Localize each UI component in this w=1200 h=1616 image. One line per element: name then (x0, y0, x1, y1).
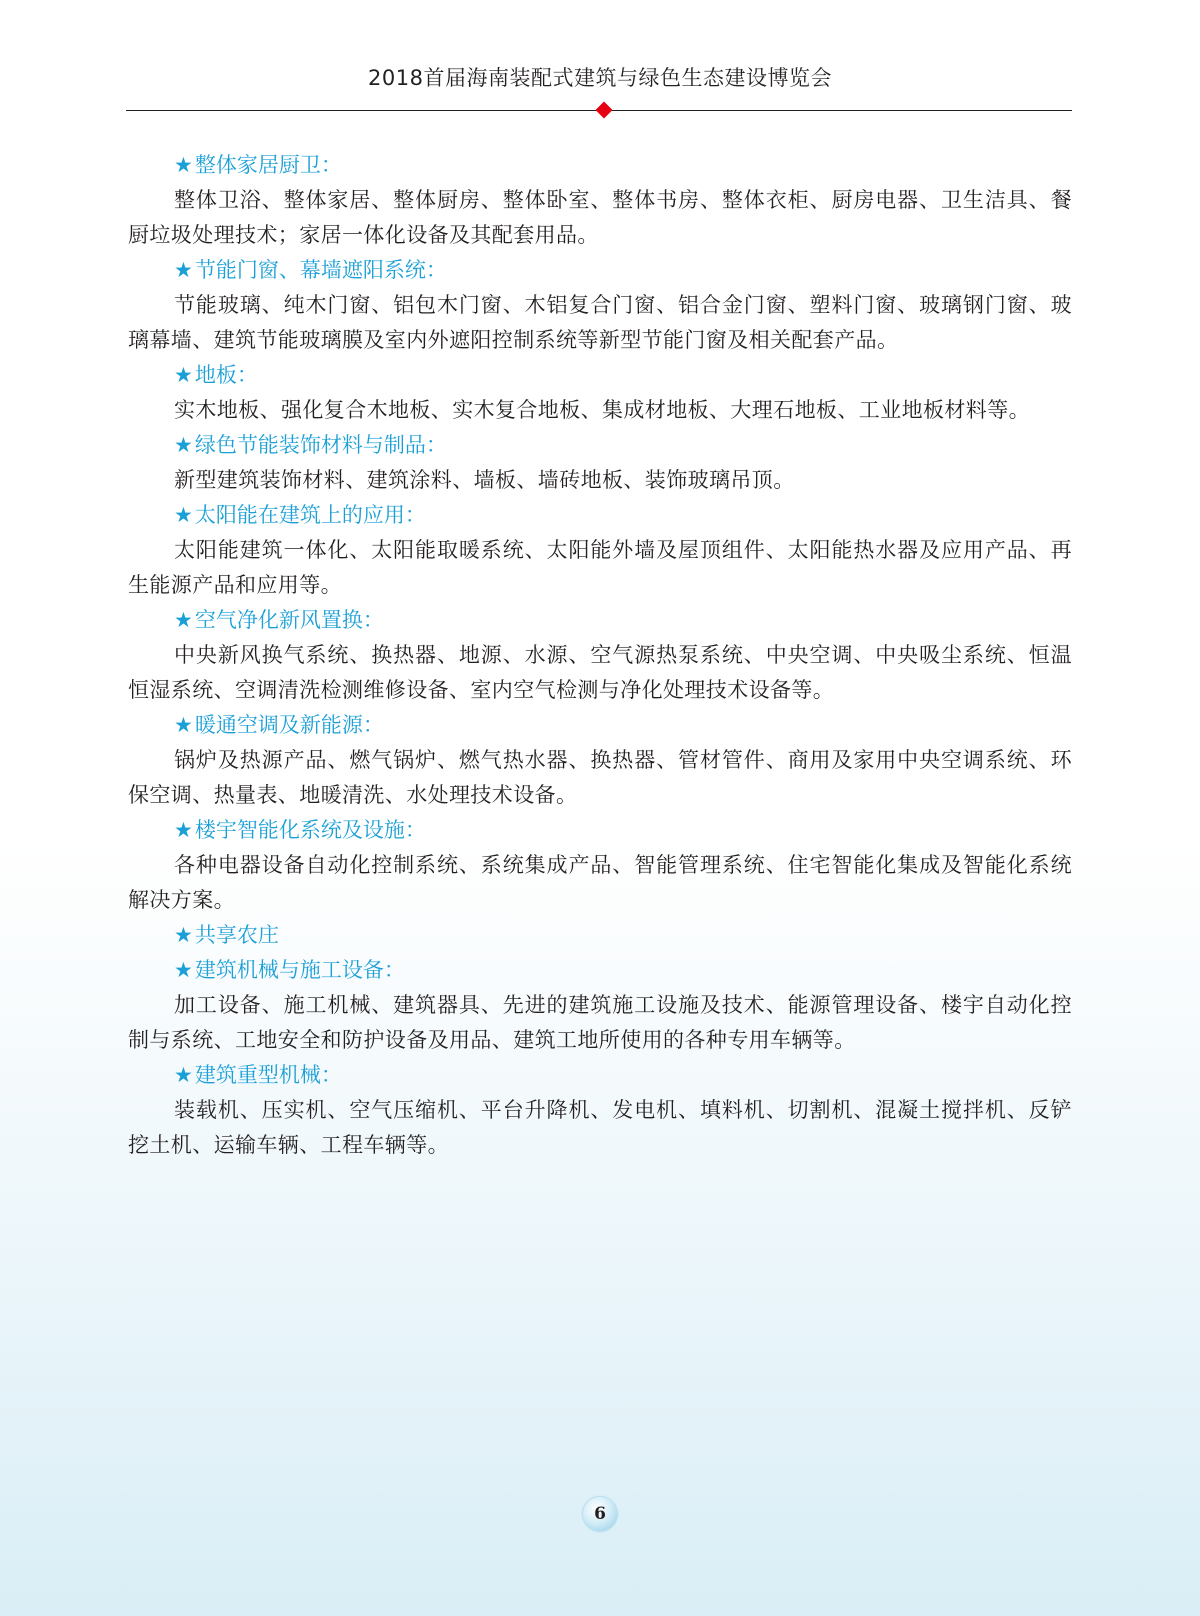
section-body: 整体卫浴、整体家居、整体厨房、整体卧室、整体书房、整体衣柜、厨房电器、卫生洁具、餐厨垃圾处理技术；家居一体化设备及其配套用品。 (128, 188, 1072, 247)
section-title (128, 603, 1072, 638)
section-body: 节能玻璃、纯木门窗、铝包木门窗、木铝复合门窗、铝合金门窗、塑料门窗、玻璃钢门窗、玻璃幕墙、建筑节能玻璃膜及室内外遮阳控制系统等新型节能门窗及相关配套产品。 (128, 293, 1072, 352)
section-title-text: 太阳能在建筑上的应用： (194, 503, 426, 527)
star-icon: ★ (174, 958, 193, 982)
section-title-text: 地板： (194, 363, 258, 387)
section-title (128, 953, 1072, 988)
section (128, 1058, 1072, 1163)
star-icon: ★ (174, 433, 193, 457)
section (128, 148, 1072, 253)
star-icon: ★ (174, 818, 193, 842)
section (128, 918, 1072, 953)
star-icon: ★ (174, 608, 193, 632)
section-body: 装载机、压实机、空气压缩机、平台升降机、发电机、填料机、切割机、混凝土搅拌机、反铲挖土机、运输车辆、工程车辆等。 (128, 1098, 1072, 1157)
section-title-text: 空气净化新风置换： (194, 608, 384, 632)
star-icon: ★ (174, 153, 193, 177)
section-title (128, 813, 1072, 848)
diamond-ornament-icon (596, 102, 613, 119)
section-body: 太阳能建筑一体化、太阳能取暖系统、太阳能外墙及屋顶组件、太阳能热水器及应用产品、再生能源产品和应用等。 (128, 538, 1072, 597)
section (128, 253, 1072, 358)
section-body: 中央新风换气系统、换热器、地源、水源、空气源热泵系统、中央空调、中央吸尘系统、恒温恒湿系统、空调清洗检测维修设备、室内空气检测与净化处理技术设备等。 (128, 643, 1072, 702)
star-icon: ★ (174, 258, 193, 282)
section (128, 358, 1072, 428)
section-body: 锅炉及热源产品、燃气锅炉、燃气热水器、换热器、管材管件、商用及家用中央空调系统、环保空调、热量表、地暖清洗、水处理技术设备。 (128, 748, 1072, 807)
star-icon: ★ (174, 363, 193, 387)
section-title (128, 358, 1072, 393)
star-icon: ★ (174, 923, 193, 947)
section (128, 708, 1072, 813)
section-body: 实木地板、强化复合木地板、实木复合地板、集成材地板、大理石地板、工业地板材料等。 (174, 398, 1030, 422)
section (128, 428, 1072, 498)
star-icon: ★ (174, 713, 193, 737)
section-title (128, 498, 1072, 533)
section-title-text: 节能门窗、幕墙遮阳系统： (194, 258, 447, 282)
page-number: 6 (583, 1497, 617, 1531)
section-title (128, 1058, 1072, 1093)
star-icon: ★ (174, 503, 193, 527)
section-title (128, 148, 1072, 183)
section-title-text: 建筑重型机械： (194, 1063, 342, 1087)
section-title-text: 绿色节能装饰材料与制品： (194, 433, 447, 457)
section-title-text: 共享农庄 (194, 923, 279, 947)
section (128, 813, 1072, 918)
section-title (128, 708, 1072, 743)
section-title (128, 253, 1072, 288)
section-title-text: 整体家居厨卫： (194, 153, 342, 177)
page-header-title: 2018首届海南装配式建筑与绿色生态建设博览会 (368, 66, 832, 90)
section-body: 各种电器设备自动化控制系统、系统集成产品、智能管理系统、住宅智能化集成及智能化系统解决方案。 (128, 853, 1072, 912)
section-body: 加工设备、施工机械、建筑器具、先进的建筑施工设施及技术、能源管理设备、楼宇自动化控制与系统、工地安全和防护设备及用品、建筑工地所使用的各种专用车辆等。 (128, 993, 1072, 1052)
section-title-text: 建筑机械与施工设备： (194, 958, 405, 982)
star-icon: ★ (174, 1063, 193, 1087)
section-title (128, 428, 1072, 463)
section (128, 603, 1072, 708)
section-title (128, 918, 1072, 953)
section-body: 新型建筑装饰材料、建筑涂料、墙板、墙砖地板、装饰玻璃吊顶。 (174, 468, 795, 492)
section-title-text: 暖通空调及新能源： (194, 713, 384, 737)
document-content (128, 148, 1072, 1163)
section (128, 953, 1072, 1058)
section (128, 498, 1072, 603)
section-title-text: 楼宇智能化系统及设施： (194, 818, 426, 842)
